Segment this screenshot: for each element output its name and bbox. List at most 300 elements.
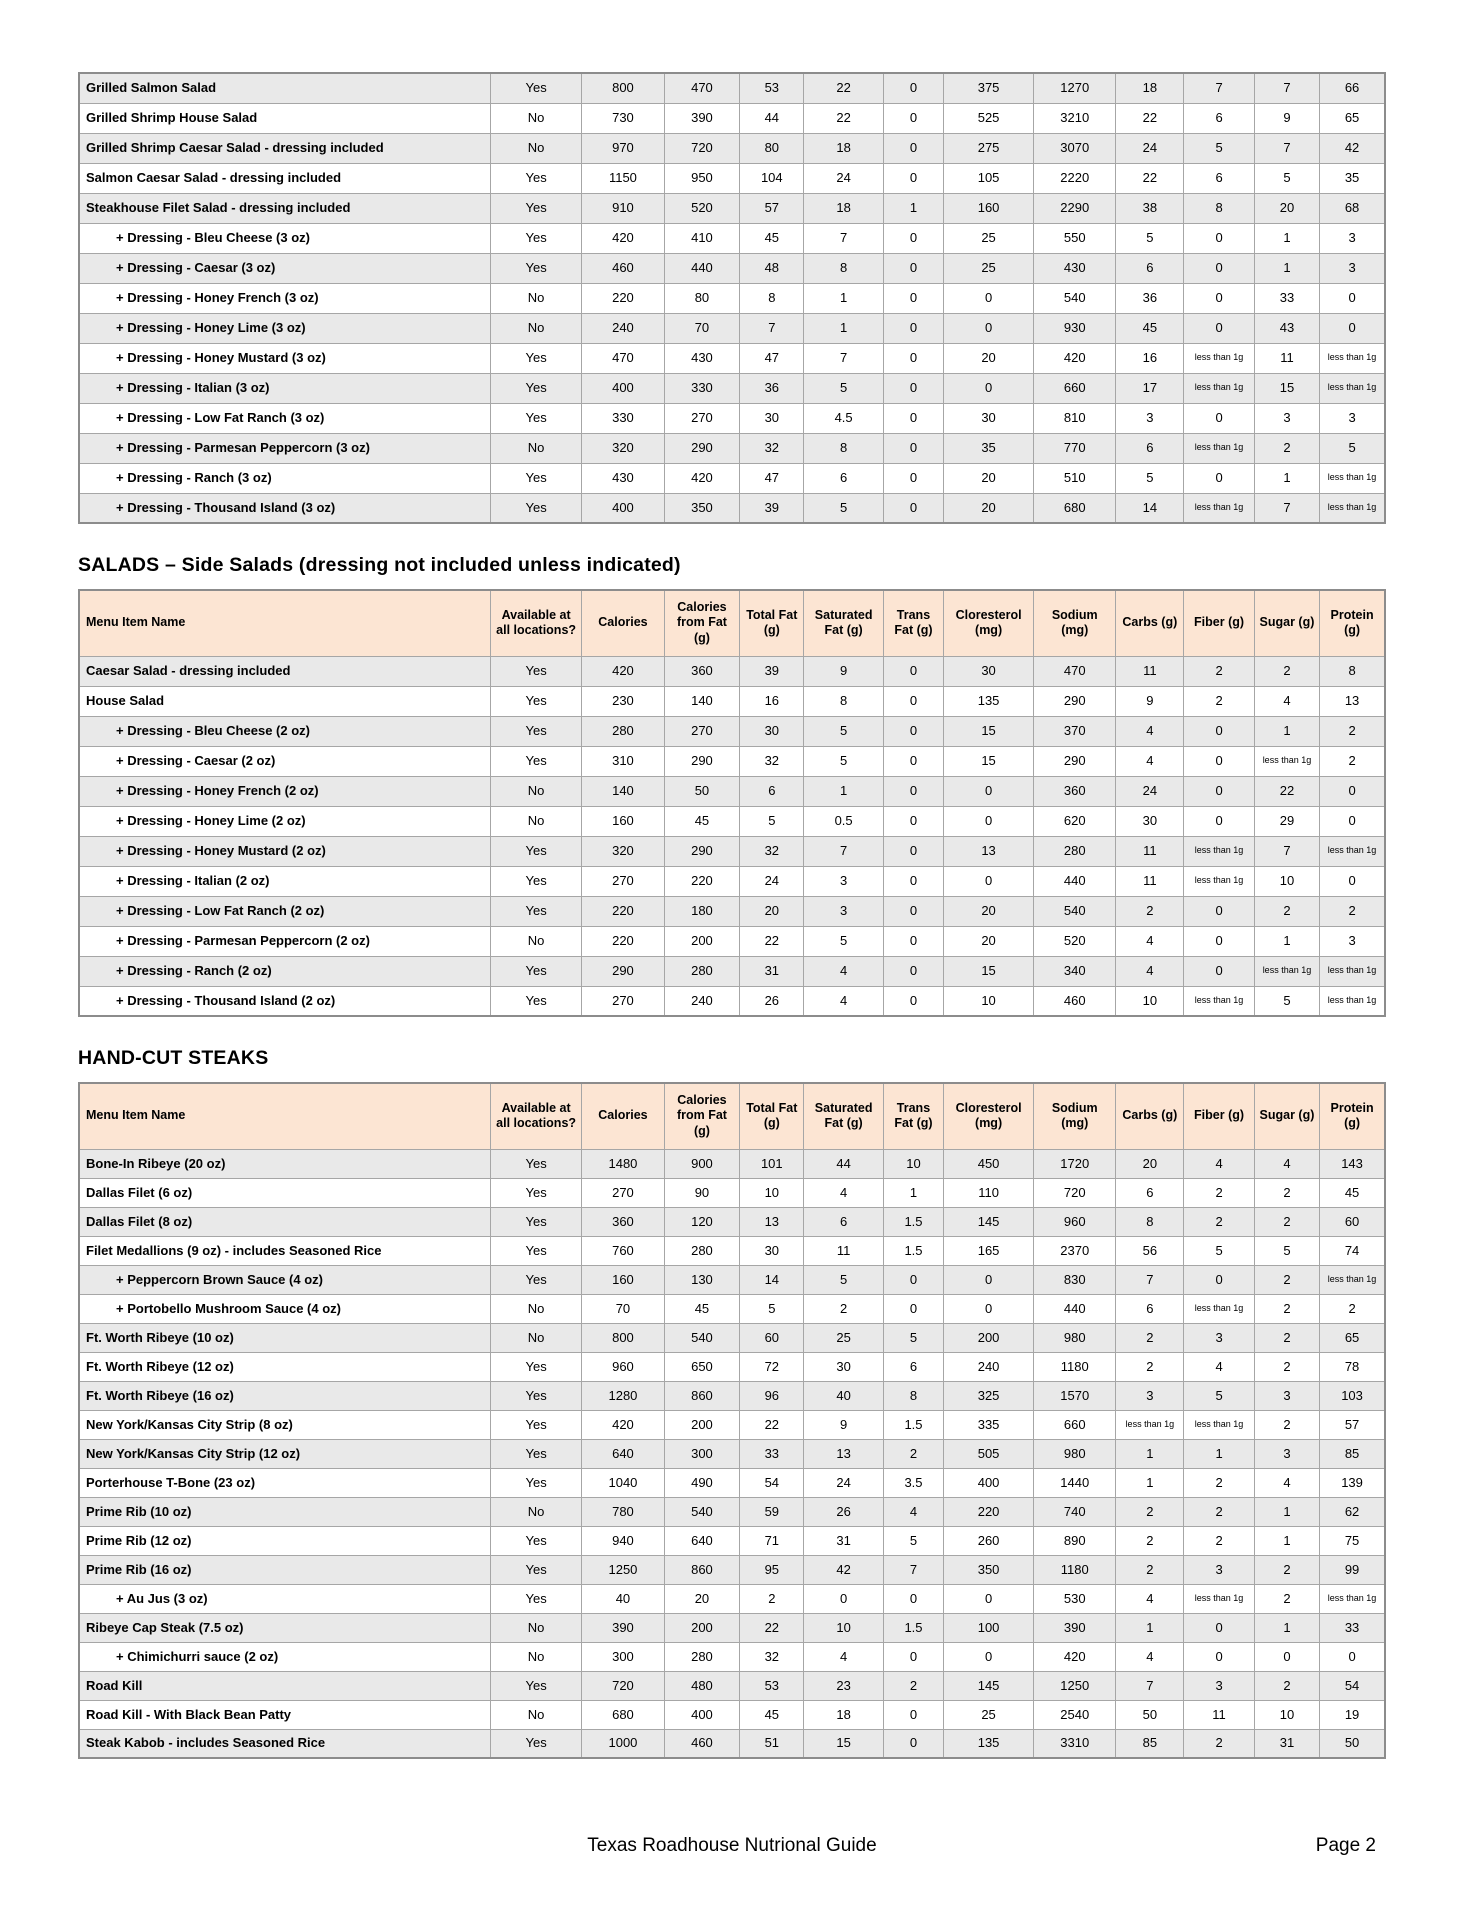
menu-item-name-cell: + Dressing - Honey French (2 oz) (79, 776, 490, 806)
value-cell: 24 (804, 1468, 884, 1497)
footer-document-title: Texas Roadhouse Nutrional Guide (587, 1835, 877, 1856)
table-header-row (79, 1083, 1385, 1149)
value-cell: 11 (1116, 866, 1184, 896)
value-cell: 22 (1116, 163, 1184, 193)
value-cell: 300 (582, 1642, 664, 1671)
value-cell: less than 1g (1116, 1410, 1184, 1439)
column-header: Total Fat (g) (740, 590, 804, 656)
menu-item-name-cell: Ft. Worth Ribeye (10 oz) (79, 1323, 490, 1352)
menu-item-name-cell: + Dressing - Honey French (3 oz) (79, 283, 490, 313)
value-cell: 540 (1034, 896, 1116, 926)
value-cell: Yes (490, 1178, 581, 1207)
menu-item-name-cell: + Dressing - Honey Lime (3 oz) (79, 313, 490, 343)
value-cell: 1.5 (883, 1207, 943, 1236)
value-cell: 11 (1116, 656, 1184, 686)
value-cell: 120 (664, 1207, 740, 1236)
column-header: Sodium (mg) (1034, 590, 1116, 656)
value-cell: 30 (944, 403, 1034, 433)
value-cell: 1 (1254, 223, 1319, 253)
value-cell: 7 (883, 1555, 943, 1584)
value-cell: Yes (490, 1352, 581, 1381)
value-cell: 400 (664, 1700, 740, 1729)
table-row (79, 1671, 1385, 1700)
value-cell: 730 (582, 103, 664, 133)
value-cell: 550 (1034, 223, 1116, 253)
value-cell: 2 (1184, 1178, 1255, 1207)
value-cell: 100 (944, 1613, 1034, 1642)
value-cell: 2 (1184, 1468, 1255, 1497)
value-cell: 0 (944, 1642, 1034, 1671)
value-cell: 1 (804, 283, 884, 313)
value-cell: 2 (1254, 1294, 1319, 1323)
value-cell: 0 (1184, 776, 1255, 806)
value-cell: Yes (490, 1584, 581, 1613)
menu-item-name-cell: Road Kill (79, 1671, 490, 1700)
value-cell: 1270 (1034, 73, 1116, 103)
value-cell: 1 (804, 313, 884, 343)
value-cell: 0 (883, 926, 943, 956)
value-cell: 0 (1184, 223, 1255, 253)
value-cell: 7 (1116, 1671, 1184, 1700)
value-cell: less than 1g (1184, 1410, 1255, 1439)
value-cell: 0 (883, 776, 943, 806)
value-cell: 900 (664, 1149, 740, 1178)
value-cell: 17 (1116, 373, 1184, 403)
value-cell: less than 1g (1320, 463, 1385, 493)
table-row (79, 223, 1385, 253)
value-cell: 4 (1184, 1149, 1255, 1178)
value-cell: 140 (582, 776, 664, 806)
value-cell: 90 (664, 1178, 740, 1207)
value-cell: 14 (1116, 493, 1184, 523)
value-cell: 1 (1254, 1613, 1319, 1642)
value-cell: 7 (1254, 73, 1319, 103)
value-cell: No (490, 1294, 581, 1323)
value-cell: 29 (1254, 806, 1319, 836)
value-cell: 420 (664, 463, 740, 493)
value-cell: 104 (740, 163, 804, 193)
value-cell: 145 (944, 1671, 1034, 1700)
value-cell: 4 (1116, 1642, 1184, 1671)
menu-item-name-cell: + Dressing - Parmesan Peppercorn (3 oz) (79, 433, 490, 463)
menu-item-name-cell: Ribeye Cap Steak (7.5 oz) (79, 1613, 490, 1642)
value-cell: 0 (883, 1584, 943, 1613)
value-cell: 6 (1184, 163, 1255, 193)
value-cell: 5 (804, 926, 884, 956)
value-cell: 2 (1184, 1207, 1255, 1236)
column-header: Available at all locations? (490, 590, 581, 656)
column-header: Calories from Fat (g) (664, 590, 740, 656)
value-cell: 32 (740, 746, 804, 776)
value-cell: 0 (944, 373, 1034, 403)
value-cell: 0 (1184, 403, 1255, 433)
menu-item-name-cell: + Dressing - Honey Mustard (3 oz) (79, 343, 490, 373)
value-cell: 5 (1254, 986, 1319, 1016)
value-cell: 54 (1320, 1671, 1385, 1700)
value-cell: 60 (1320, 1207, 1385, 1236)
value-cell: 10 (944, 986, 1034, 1016)
value-cell: 0 (883, 463, 943, 493)
value-cell: 85 (1320, 1439, 1385, 1468)
table-row (79, 1323, 1385, 1352)
value-cell: 5 (804, 746, 884, 776)
value-cell: 24 (804, 163, 884, 193)
value-cell: 9 (1116, 686, 1184, 716)
value-cell: 280 (582, 716, 664, 746)
value-cell: 2 (1254, 1323, 1319, 1352)
value-cell: 2 (1116, 1497, 1184, 1526)
value-cell: 0 (883, 1700, 943, 1729)
value-cell: 2 (1254, 1207, 1319, 1236)
table-row (79, 1439, 1385, 1468)
value-cell: 10 (804, 1613, 884, 1642)
value-cell: 47 (740, 463, 804, 493)
value-cell: 30 (944, 656, 1034, 686)
value-cell: 1040 (582, 1468, 664, 1497)
value-cell: 440 (1034, 1294, 1116, 1323)
value-cell: 0 (1320, 1642, 1385, 1671)
value-cell: 3 (1254, 1381, 1319, 1410)
table-row (79, 403, 1385, 433)
value-cell: 19 (1320, 1700, 1385, 1729)
nutrition-table-hand-cut-steaks (78, 1082, 1386, 1759)
value-cell: 0 (883, 1265, 943, 1294)
value-cell: 8 (804, 253, 884, 283)
value-cell: 26 (740, 986, 804, 1016)
value-cell: 145 (944, 1207, 1034, 1236)
value-cell: 350 (664, 493, 740, 523)
value-cell: 260 (944, 1526, 1034, 1555)
value-cell: 960 (1034, 1207, 1116, 1236)
value-cell: 0 (883, 313, 943, 343)
value-cell: 9 (1254, 103, 1319, 133)
value-cell: 0.5 (804, 806, 884, 836)
value-cell: Yes (490, 1526, 581, 1555)
menu-item-name-cell: + Peppercorn Brown Sauce (4 oz) (79, 1265, 490, 1294)
value-cell: 10 (1254, 866, 1319, 896)
value-cell: Yes (490, 1671, 581, 1700)
value-cell: 66 (1320, 73, 1385, 103)
column-header: Carbs (g) (1116, 1083, 1184, 1149)
value-cell: 660 (1034, 373, 1116, 403)
value-cell: 0 (1320, 806, 1385, 836)
value-cell: 44 (804, 1149, 884, 1178)
value-cell: Yes (490, 1265, 581, 1294)
value-cell: Yes (490, 656, 581, 686)
nutrition-table-entree-salads-continued (78, 72, 1386, 524)
value-cell: 6 (740, 776, 804, 806)
value-cell: 0 (883, 686, 943, 716)
value-cell: 740 (1034, 1497, 1116, 1526)
value-cell: 0 (1184, 253, 1255, 283)
value-cell: 35 (1320, 163, 1385, 193)
value-cell: less than 1g (1184, 986, 1255, 1016)
value-cell: 71 (740, 1526, 804, 1555)
value-cell: 22 (804, 103, 884, 133)
value-cell: Yes (490, 223, 581, 253)
value-cell: 420 (1034, 1642, 1116, 1671)
value-cell: 275 (944, 133, 1034, 163)
menu-item-name-cell: + Dressing - Bleu Cheese (3 oz) (79, 223, 490, 253)
table-row (79, 1729, 1385, 1758)
value-cell: 335 (944, 1410, 1034, 1439)
value-cell: 720 (664, 133, 740, 163)
value-cell: 290 (664, 836, 740, 866)
value-cell: 3 (1116, 403, 1184, 433)
value-cell: 135 (944, 686, 1034, 716)
menu-item-name-cell: + Dressing - Ranch (3 oz) (79, 463, 490, 493)
value-cell: 15 (944, 956, 1034, 986)
value-cell: 980 (1034, 1323, 1116, 1352)
value-cell: 510 (1034, 463, 1116, 493)
value-cell: 3 (1184, 1555, 1255, 1584)
value-cell: 18 (1116, 73, 1184, 103)
value-cell: 3 (1254, 1439, 1319, 1468)
value-cell: 1570 (1034, 1381, 1116, 1410)
menu-item-name-cell: + Dressing - Caesar (3 oz) (79, 253, 490, 283)
value-cell: 22 (740, 1410, 804, 1439)
value-cell: 5 (804, 373, 884, 403)
value-cell: 0 (1184, 746, 1255, 776)
value-cell: 80 (740, 133, 804, 163)
value-cell: No (490, 133, 581, 163)
value-cell: 20 (944, 463, 1034, 493)
value-cell: 220 (944, 1497, 1034, 1526)
value-cell: 525 (944, 103, 1034, 133)
value-cell: 720 (582, 1671, 664, 1700)
value-cell: 8 (804, 686, 884, 716)
value-cell: 160 (944, 193, 1034, 223)
value-cell: less than 1g (1320, 956, 1385, 986)
section-title-hand-cut-steaks: HAND-CUT STEAKS (78, 1047, 269, 1069)
value-cell: 95 (740, 1555, 804, 1584)
value-cell: 15 (944, 746, 1034, 776)
value-cell: 4 (1116, 956, 1184, 986)
value-cell: 78 (1320, 1352, 1385, 1381)
value-cell: Yes (490, 463, 581, 493)
value-cell: 450 (944, 1149, 1034, 1178)
value-cell: 68 (1320, 193, 1385, 223)
value-cell: 0 (883, 746, 943, 776)
value-cell: No (490, 1700, 581, 1729)
menu-item-name-cell: + Portobello Mushroom Sauce (4 oz) (79, 1294, 490, 1323)
value-cell: 15 (944, 716, 1034, 746)
value-cell: 40 (582, 1584, 664, 1613)
value-cell: 7 (804, 836, 884, 866)
value-cell: 2 (1116, 896, 1184, 926)
table-row (79, 896, 1385, 926)
value-cell: 10 (1116, 986, 1184, 1016)
table-row (79, 686, 1385, 716)
value-cell: 5 (804, 716, 884, 746)
value-cell: 11 (804, 1236, 884, 1265)
value-cell: less than 1g (1320, 1584, 1385, 1613)
value-cell: 50 (1320, 1729, 1385, 1758)
value-cell: 2 (1254, 1584, 1319, 1613)
column-header: Cloresterol (mg) (944, 1083, 1034, 1149)
value-cell: 780 (582, 1497, 664, 1526)
column-header: Sodium (mg) (1034, 1083, 1116, 1149)
value-cell: 290 (1034, 746, 1116, 776)
value-cell: 18 (804, 133, 884, 163)
value-cell: 160 (582, 806, 664, 836)
table-row (79, 433, 1385, 463)
value-cell: 25 (804, 1323, 884, 1352)
value-cell: 32 (740, 836, 804, 866)
table-row (79, 1613, 1385, 1642)
value-cell: 280 (664, 1642, 740, 1671)
value-cell: 290 (582, 956, 664, 986)
value-cell: 0 (883, 223, 943, 253)
value-cell: 640 (582, 1439, 664, 1468)
value-cell: No (490, 1323, 581, 1352)
value-cell: 65 (1320, 1323, 1385, 1352)
column-header: Calories from Fat (g) (664, 1083, 740, 1149)
value-cell: 101 (740, 1149, 804, 1178)
value-cell: 20 (664, 1584, 740, 1613)
value-cell: 18 (804, 193, 884, 223)
value-cell: 330 (582, 403, 664, 433)
value-cell: Yes (490, 343, 581, 373)
value-cell: 200 (664, 1613, 740, 1642)
value-cell: less than 1g (1320, 836, 1385, 866)
value-cell: 1000 (582, 1729, 664, 1758)
value-cell: 70 (664, 313, 740, 343)
value-cell: 33 (740, 1439, 804, 1468)
table-row (79, 343, 1385, 373)
value-cell: 2 (1254, 1352, 1319, 1381)
value-cell: 2 (1116, 1323, 1184, 1352)
value-cell: 43 (1254, 313, 1319, 343)
value-cell: 1250 (582, 1555, 664, 1584)
value-cell: Yes (490, 1149, 581, 1178)
value-cell: 6 (804, 1207, 884, 1236)
value-cell: 1180 (1034, 1352, 1116, 1381)
value-cell: 25 (944, 253, 1034, 283)
value-cell: 360 (1034, 776, 1116, 806)
value-cell: 420 (582, 223, 664, 253)
value-cell: 505 (944, 1439, 1034, 1468)
value-cell: 30 (804, 1352, 884, 1381)
value-cell: 0 (1184, 716, 1255, 746)
table-row (79, 1642, 1385, 1671)
value-cell: 2 (1184, 1497, 1255, 1526)
table-row (79, 1526, 1385, 1555)
value-cell: 460 (1034, 986, 1116, 1016)
value-cell: less than 1g (1320, 343, 1385, 373)
table-row (79, 163, 1385, 193)
value-cell: 2 (1116, 1526, 1184, 1555)
value-cell: 8 (883, 1381, 943, 1410)
value-cell: 540 (664, 1497, 740, 1526)
value-cell: 375 (944, 73, 1034, 103)
value-cell: 140 (664, 686, 740, 716)
value-cell: 2290 (1034, 193, 1116, 223)
column-header: Calories (582, 1083, 664, 1149)
value-cell: 2 (883, 1439, 943, 1468)
column-header: Trans Fat (g) (883, 1083, 943, 1149)
menu-item-name-cell: Dallas Filet (6 oz) (79, 1178, 490, 1207)
value-cell: 2 (1320, 1294, 1385, 1323)
value-cell: No (490, 433, 581, 463)
value-cell: 70 (582, 1294, 664, 1323)
column-header: Cloresterol (mg) (944, 590, 1034, 656)
value-cell: 0 (883, 403, 943, 433)
value-cell: 20 (1116, 1149, 1184, 1178)
value-cell: 530 (1034, 1584, 1116, 1613)
value-cell: 2 (1184, 1729, 1255, 1758)
value-cell: 31 (804, 1526, 884, 1555)
menu-item-name-cell: Prime Rib (12 oz) (79, 1526, 490, 1555)
page-footer (78, 1835, 1386, 1865)
value-cell: less than 1g (1254, 956, 1319, 986)
value-cell: 30 (740, 1236, 804, 1265)
value-cell: Yes (490, 1207, 581, 1236)
value-cell: 760 (582, 1236, 664, 1265)
table-row (79, 313, 1385, 343)
value-cell: 0 (944, 806, 1034, 836)
value-cell: 7 (804, 343, 884, 373)
value-cell: 280 (1034, 836, 1116, 866)
table-row (79, 283, 1385, 313)
value-cell: 180 (664, 896, 740, 926)
value-cell: 53 (740, 1671, 804, 1700)
value-cell: 3 (1254, 403, 1319, 433)
table-row (79, 866, 1385, 896)
column-header: Saturated Fat (g) (804, 590, 884, 656)
value-cell: 6 (883, 1352, 943, 1381)
value-cell: 320 (582, 433, 664, 463)
value-cell: 480 (664, 1671, 740, 1700)
value-cell: 4 (804, 1642, 884, 1671)
value-cell: Yes (490, 1439, 581, 1468)
menu-item-name-cell: Ft. Worth Ribeye (12 oz) (79, 1352, 490, 1381)
value-cell: 22 (804, 73, 884, 103)
value-cell: 143 (1320, 1149, 1385, 1178)
value-cell: 520 (664, 193, 740, 223)
value-cell: Yes (490, 403, 581, 433)
value-cell: 72 (740, 1352, 804, 1381)
value-cell: less than 1g (1320, 986, 1385, 1016)
table-row (79, 1352, 1385, 1381)
value-cell: 13 (1320, 686, 1385, 716)
value-cell: 45 (740, 223, 804, 253)
value-cell: 0 (944, 776, 1034, 806)
value-cell: less than 1g (1184, 866, 1255, 896)
value-cell: 290 (1034, 686, 1116, 716)
menu-item-name-cell: Steakhouse Filet Salad - dressing included (79, 193, 490, 223)
value-cell: 44 (740, 103, 804, 133)
value-cell: 3310 (1034, 1729, 1116, 1758)
value-cell: 0 (883, 253, 943, 283)
table-row (79, 776, 1385, 806)
value-cell: 5 (1184, 1381, 1255, 1410)
value-cell: 0 (883, 656, 943, 686)
value-cell: 65 (1320, 103, 1385, 133)
value-cell: 0 (1184, 283, 1255, 313)
menu-item-name-cell: + Dressing - Honey Lime (2 oz) (79, 806, 490, 836)
value-cell: 3210 (1034, 103, 1116, 133)
value-cell: 660 (1034, 1410, 1116, 1439)
value-cell: Yes (490, 73, 581, 103)
value-cell: less than 1g (1184, 836, 1255, 866)
value-cell: 1280 (582, 1381, 664, 1410)
value-cell: 7 (1116, 1265, 1184, 1294)
value-cell: No (490, 1497, 581, 1526)
value-cell: 3 (1320, 403, 1385, 433)
value-cell: 0 (1320, 283, 1385, 313)
value-cell: 620 (1034, 806, 1116, 836)
